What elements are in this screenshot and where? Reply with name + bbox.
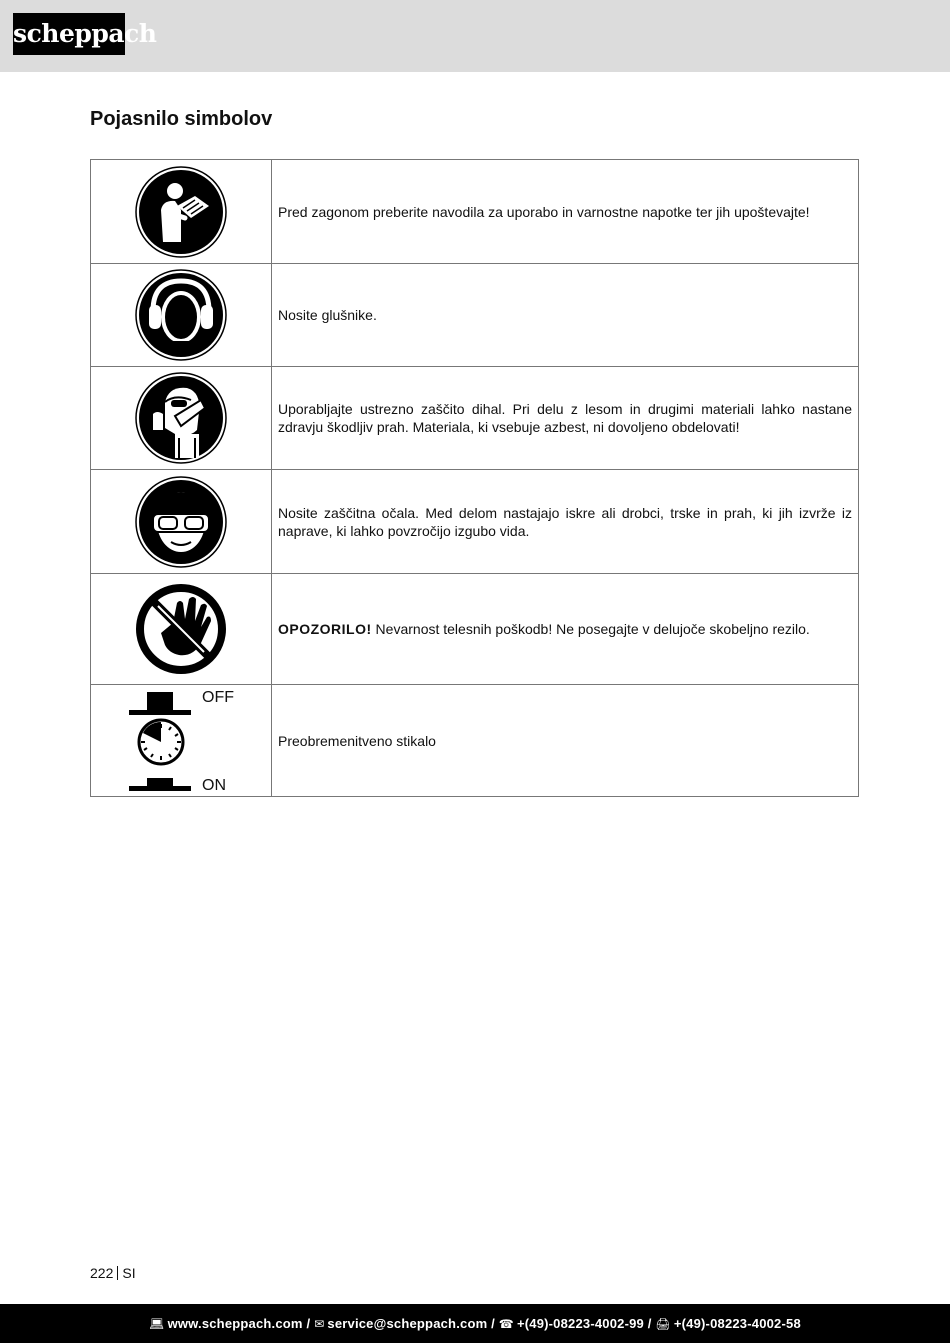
footer-phone: +(49)-08223-4002-99: [516, 1316, 644, 1331]
phone-icon: ☎︎: [498, 1317, 514, 1331]
symbol-row-respirator: [91, 367, 859, 470]
respirator-icon: [135, 372, 227, 464]
page-footer: [0, 1304, 950, 1343]
off-label: OFF: [202, 688, 234, 706]
no-hands-icon: [135, 583, 227, 675]
footer-separator: /: [647, 1316, 652, 1331]
scheppach-logo: scheppach: [13, 13, 125, 55]
footer-website[interactable]: www.scheppach.com: [167, 1316, 303, 1331]
computer-icon: 💻︎: [149, 1317, 165, 1331]
symbol-description: Preobremenitveno stikalo: [272, 685, 859, 797]
footer-separator: /: [491, 1316, 495, 1331]
page-number: [90, 1265, 136, 1281]
overload-switch-icon: [91, 686, 271, 796]
envelope-icon: ✉︎: [314, 1317, 325, 1331]
symbol-description: Nosite glušnike.: [272, 264, 859, 367]
symbol-row-goggles: [91, 470, 859, 574]
page-title: Pojasnilo simbolov: [90, 108, 273, 130]
symbol-row-manual: [91, 160, 859, 264]
safety-goggles-icon: [135, 476, 227, 568]
symbol-description: [272, 574, 859, 685]
page-number-value: 222: [90, 1265, 114, 1281]
symbol-row-ear-protection: [91, 264, 859, 367]
ear-protection-icon: [135, 269, 227, 361]
symbol-row-no-hands: [91, 574, 859, 685]
language-code: SI: [122, 1265, 136, 1281]
fax-icon: 🖨︎: [655, 1317, 671, 1331]
footer-email[interactable]: service@scheppach.com: [327, 1316, 488, 1331]
warning-text: Nevarnost telesnih poškodb! Ne posegajte v delujoče skobeljno rezilo.: [371, 621, 810, 637]
page-number-divider: [117, 1266, 118, 1280]
symbol-description: Nosite zaščitna očala. Med delom nastajajo iskre ali drobci, trske in prah, ki jih izvrže iz naprave, ki lahko povzročijo izgubo vida.: [272, 470, 859, 574]
read-manual-icon: [135, 166, 227, 258]
warning-label: OPOZORILO!: [278, 621, 372, 637]
symbol-table: [90, 159, 859, 797]
footer-separator: /: [306, 1316, 311, 1331]
symbol-row-overload-switch: [91, 685, 859, 797]
symbol-description: Pred zagonom preberite navodila za uporabo in varnostne napotke ter jih upoštevajte!: [272, 160, 859, 264]
on-label: ON: [202, 776, 226, 794]
footer-fax: +(49)-08223-4002-58: [673, 1316, 801, 1331]
symbol-description: Uporabljajte ustrezno zaščito dihal. Pri delu z lesom in drugimi materiali lahko nastane zdravju škodljiv prah. Materiala, ki vsebuje azbest, ni dovoljeno obdelovati!: [272, 367, 859, 470]
page-header: [0, 0, 950, 72]
